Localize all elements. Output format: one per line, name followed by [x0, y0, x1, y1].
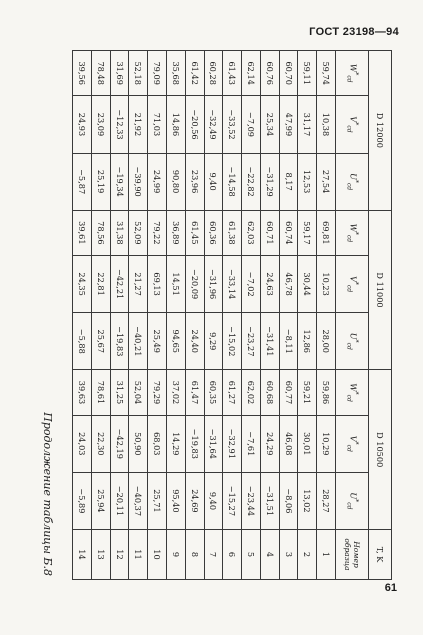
- table-cell: 24,93: [73, 96, 92, 153]
- table-cell: 9,29: [204, 313, 223, 370]
- table-cell: −8,11: [279, 313, 298, 370]
- sample-number: 2: [298, 530, 317, 580]
- table-cell: −31,29: [260, 153, 279, 210]
- group-header: D 11000: [369, 210, 392, 370]
- table-cell: 24,99: [148, 153, 167, 210]
- table-cell: 24,29: [260, 415, 279, 472]
- table-cell: 21,92: [129, 96, 148, 153]
- table-cell: 10,23: [317, 256, 336, 313]
- page-number: 61: [384, 582, 397, 594]
- table-cell: 52,04: [129, 370, 148, 415]
- table-cell: 28,27: [317, 472, 336, 529]
- table-cell: 31,38: [110, 210, 129, 255]
- table-cell: 60,35: [204, 370, 223, 415]
- table-cell: 59,17: [298, 210, 317, 255]
- table-row: [73, 51, 92, 580]
- table-cell: 52,09: [129, 210, 148, 255]
- table-cell: 24,03: [73, 415, 92, 472]
- table-cell: −23,27: [242, 313, 261, 370]
- table-cell: 68,03: [148, 415, 167, 472]
- table-cell: −20,09: [185, 256, 204, 313]
- table-cell: −20,56: [185, 96, 204, 153]
- table-row: [279, 51, 298, 580]
- table-cell: −7,02: [242, 256, 261, 313]
- table-cell: 61,42: [185, 51, 204, 96]
- table-row: [91, 51, 110, 580]
- table-cell: 60,76: [260, 51, 279, 96]
- table-row: [317, 51, 336, 580]
- table-cell: −8,06: [279, 472, 298, 529]
- table-cell: 28,00: [317, 313, 336, 370]
- table-cell: 79,09: [148, 51, 167, 96]
- table-cell: −5,89: [73, 472, 92, 529]
- table-cell: −40,21: [129, 313, 148, 370]
- table-cell: −15,02: [223, 313, 242, 370]
- table-cell: −31,64: [204, 415, 223, 472]
- table-cell: 60,68: [260, 370, 279, 415]
- table-cell: −19,83: [185, 415, 204, 472]
- table-cell: 14,29: [166, 415, 185, 472]
- column-header: $U^*_{cd}$: [336, 153, 369, 210]
- table-cell: 31,25: [110, 370, 129, 415]
- table-cell: 14,86: [166, 96, 185, 153]
- table-row: [185, 51, 204, 580]
- table-cell: 46,08: [279, 415, 298, 472]
- table-cell: 69,13: [148, 256, 167, 313]
- table-cell: 60,71: [260, 210, 279, 255]
- table-cell: 35,68: [166, 51, 185, 96]
- table-cell: 10,38: [317, 96, 336, 153]
- table-cell: −31,96: [204, 256, 223, 313]
- column-header: $W^*_{cd}$: [336, 370, 369, 415]
- group-header: D 10500: [369, 370, 392, 530]
- table-cell: 13,02: [298, 472, 317, 529]
- column-header: $U^*_{cd}$: [336, 472, 369, 529]
- table-cell: 62,03: [242, 210, 261, 255]
- sample-number: 8: [185, 530, 204, 580]
- table-row: [129, 51, 148, 580]
- table-cell: 60,74: [279, 210, 298, 255]
- table-cell: 8,17: [279, 153, 298, 210]
- sample-number: 3: [279, 530, 298, 580]
- table-cell: 22,81: [91, 256, 110, 313]
- table-cell: 60,77: [279, 370, 298, 415]
- table-cell: 25,19: [91, 153, 110, 210]
- table-row: [223, 51, 242, 580]
- table-cell: 9,40: [204, 472, 223, 529]
- table-cell: −23,44: [242, 472, 261, 529]
- table-cell: −15,27: [223, 472, 242, 529]
- table-row: [204, 51, 223, 580]
- sample-number: 14: [73, 530, 92, 580]
- table-row: [110, 51, 129, 580]
- table-cell: 25,71: [148, 472, 167, 529]
- table-cell: 59,21: [298, 370, 317, 415]
- table-cell: 23,09: [91, 96, 110, 153]
- table-cell: −19,34: [110, 153, 129, 210]
- table-cell: 31,69: [110, 51, 129, 96]
- table-cell: 12,53: [298, 153, 317, 210]
- sample-number: 11: [129, 530, 148, 580]
- table-cell: −7,61: [242, 415, 261, 472]
- table-cell: 71,03: [148, 96, 167, 153]
- table-cell: −42,21: [110, 256, 129, 313]
- table-cell: 39,63: [73, 370, 92, 415]
- table-cell: 59,86: [317, 370, 336, 415]
- sample-number: 1: [317, 530, 336, 580]
- sample-number: 10: [148, 530, 167, 580]
- column-header: $V^*_{cd}$: [336, 96, 369, 153]
- table-cell: 62,02: [242, 370, 261, 415]
- table-cell: −20,11: [110, 472, 129, 529]
- table-cell: 10,29: [317, 415, 336, 472]
- table-cell: 78,61: [91, 370, 110, 415]
- table-cell: 59,11: [298, 51, 317, 96]
- table-cell: 61,27: [223, 370, 242, 415]
- table-row: [166, 51, 185, 580]
- table-cell: −22,82: [242, 153, 261, 210]
- table-cell: −31,41: [260, 313, 279, 370]
- table-cell: 90,80: [166, 153, 185, 210]
- table-cell: 47,99: [279, 96, 298, 153]
- sample-number: 4: [260, 530, 279, 580]
- sample-number: 5: [242, 530, 261, 580]
- column-header: $V^*_{cd}$: [336, 256, 369, 313]
- table-cell: 94,65: [166, 313, 185, 370]
- table-cell: 30,01: [298, 415, 317, 472]
- table-cell: −40,37: [129, 472, 148, 529]
- table-cell: 62,14: [242, 51, 261, 96]
- table-cell: 9,40: [204, 153, 223, 210]
- table-cell: 69,81: [317, 210, 336, 255]
- table-cell: −5,87: [73, 153, 92, 210]
- table-cell: 78,48: [91, 51, 110, 96]
- column-header: $W^*_{cd}$: [336, 210, 369, 255]
- table-cell: 37,02: [166, 370, 185, 415]
- table-cell: 61,47: [185, 370, 204, 415]
- table-cell: 78,56: [91, 210, 110, 255]
- table-cell: 25,67: [91, 313, 110, 370]
- sample-number: 9: [166, 530, 185, 580]
- rotated-table-area: [32, 50, 392, 580]
- table-row: [260, 51, 279, 580]
- table-row: [242, 51, 261, 580]
- table-cell: 21,27: [129, 256, 148, 313]
- sample-number: 12: [110, 530, 129, 580]
- column-header: $V^*_{cd}$: [336, 415, 369, 472]
- table-cell: −33,14: [223, 256, 242, 313]
- table-cell: −19,83: [110, 313, 129, 370]
- table-cell: 39,61: [73, 210, 92, 255]
- table-cell: 25,34: [260, 96, 279, 153]
- group-header: D 12000: [369, 51, 392, 211]
- table-cell: 25,94: [91, 472, 110, 529]
- document-header: ГОСТ 23198—94: [309, 26, 399, 38]
- table-cell: 79,29: [148, 370, 167, 415]
- table-cell: 79,22: [148, 210, 167, 255]
- table-cell: 60,36: [204, 210, 223, 255]
- table-cell: 31,17: [298, 96, 317, 153]
- table-cell: 60,70: [279, 51, 298, 96]
- table-cell: 61,43: [223, 51, 242, 96]
- table-caption: Продолжение таблицы Б.8: [41, 412, 54, 576]
- table-cell: 24,63: [260, 256, 279, 313]
- table-cell: 52,18: [129, 51, 148, 96]
- table-cell: 39,56: [73, 51, 92, 96]
- column-header: $W^*_{cd}$: [336, 51, 369, 96]
- sample-number: 6: [223, 530, 242, 580]
- row-header-temperature: T, K: [369, 530, 392, 580]
- table-cell: −12,33: [110, 96, 129, 153]
- table-cell: 12,86: [298, 313, 317, 370]
- table-cell: −32,91: [223, 415, 242, 472]
- table-cell: 61,38: [223, 210, 242, 255]
- table-cell: 60,28: [204, 51, 223, 96]
- data-table: [72, 50, 392, 580]
- table-cell: 59,74: [317, 51, 336, 96]
- table-cell: 23,96: [185, 153, 204, 210]
- table-cell: 27,54: [317, 153, 336, 210]
- table-cell: −42,19: [110, 415, 129, 472]
- table-row: [148, 51, 167, 580]
- row-header-sample: Номер образца: [336, 530, 369, 580]
- table-cell: 46,78: [279, 256, 298, 313]
- table-cell: −39,90: [129, 153, 148, 210]
- table-cell: 24,69: [185, 472, 204, 529]
- table-cell: 24,35: [73, 256, 92, 313]
- table-cell: 36,89: [166, 210, 185, 255]
- table-cell: 24,40: [185, 313, 204, 370]
- sample-number: 13: [91, 530, 110, 580]
- sample-number: 7: [204, 530, 223, 580]
- table-cell: 22,30: [91, 415, 110, 472]
- table-row: [298, 51, 317, 580]
- column-header: $U^*_{cd}$: [336, 313, 369, 370]
- table-cell: 14,51: [166, 256, 185, 313]
- table-cell: −32,49: [204, 96, 223, 153]
- table-cell: −5,88: [73, 313, 92, 370]
- table-cell: 50,90: [129, 415, 148, 472]
- table-cell: −33,52: [223, 96, 242, 153]
- table-cell: 95,40: [166, 472, 185, 529]
- table-cell: −7,09: [242, 96, 261, 153]
- table-cell: 30,44: [298, 256, 317, 313]
- table-cell: 25,49: [148, 313, 167, 370]
- table-cell: −14,58: [223, 153, 242, 210]
- table-cell: −31,51: [260, 472, 279, 529]
- table-cell: 61,45: [185, 210, 204, 255]
